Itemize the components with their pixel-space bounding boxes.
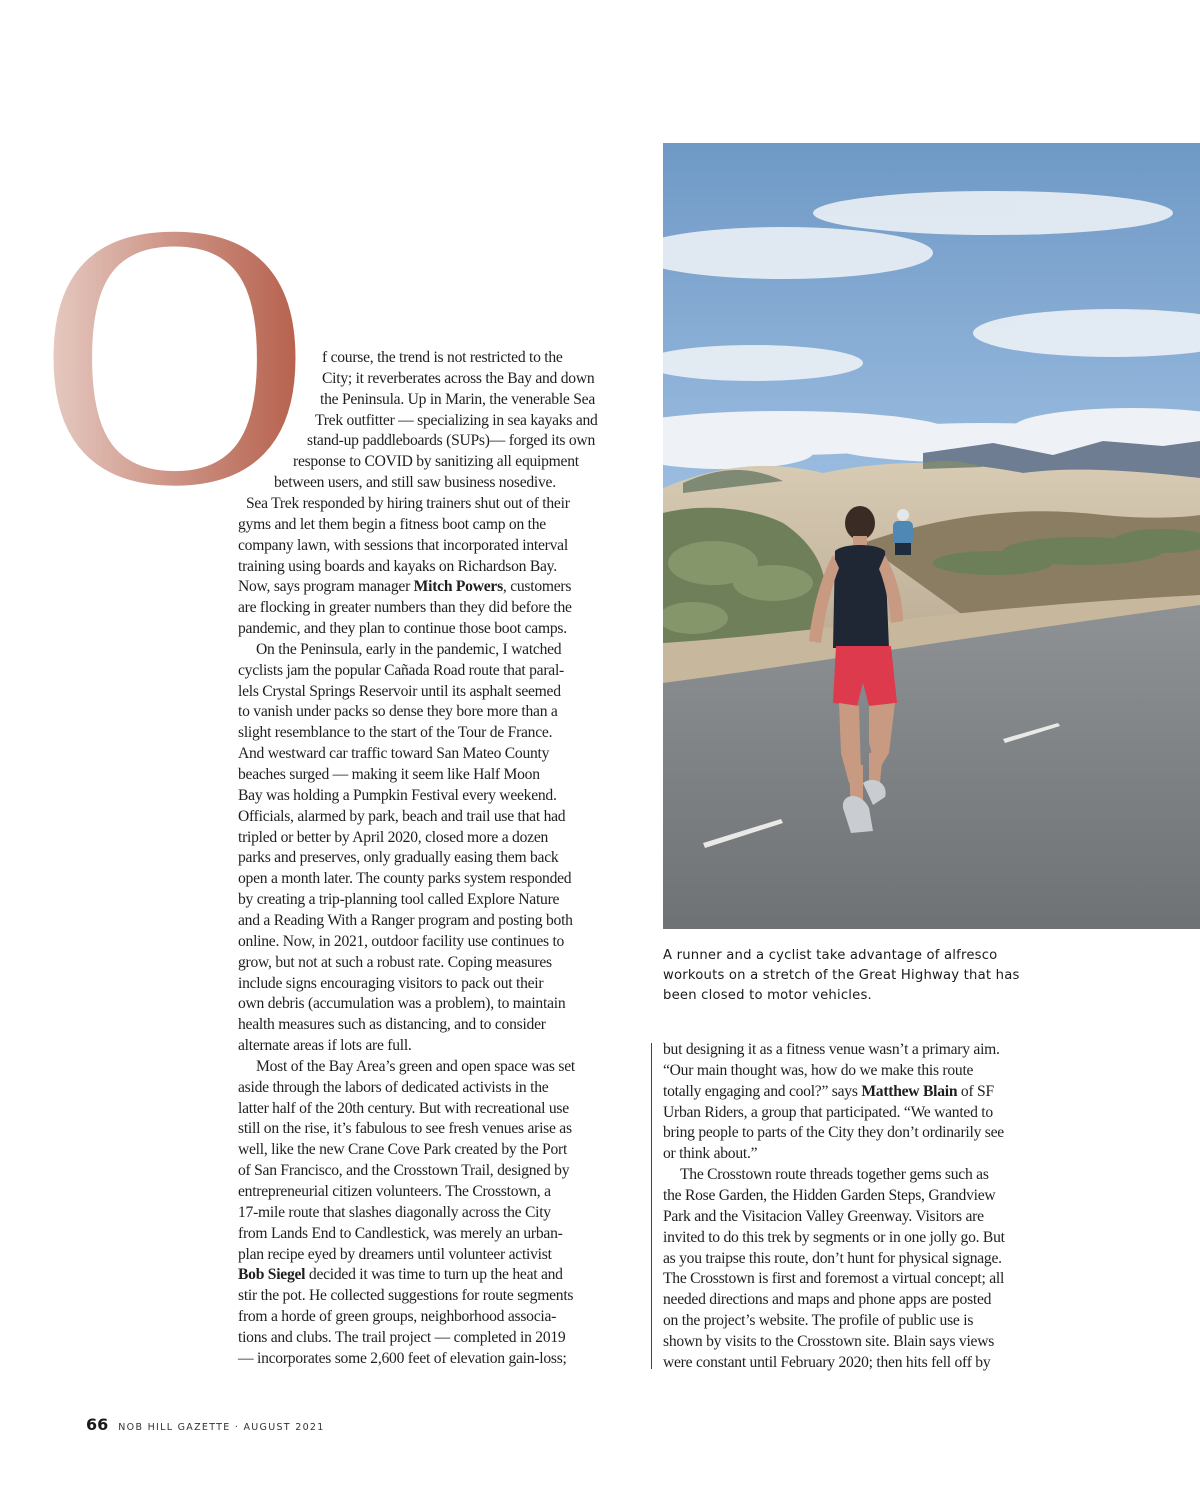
line-text: the Rose Garden, the Hidden Garden Steps, Grandview bbox=[663, 1186, 996, 1204]
line-text: The Crosstown is first and foremost a virtual concept; all bbox=[663, 1270, 1005, 1288]
article-line bbox=[238, 743, 549, 764]
line-text: of San Francisco, and the Crosstown Trail, designed by bbox=[238, 1162, 570, 1180]
article-line bbox=[238, 910, 573, 931]
line-text: slight resemblance to the start of the Tour de France. bbox=[238, 724, 553, 742]
line-text: entrepreneurial citizen volunteers. The Crosstown, a bbox=[238, 1183, 551, 1200]
line-text: pandemic, and they plan to continue those boot camps. bbox=[238, 620, 567, 638]
article-line bbox=[238, 1035, 412, 1056]
article-line bbox=[238, 1098, 569, 1119]
line-text: gyms and let them begin a fitness boot camp on the bbox=[238, 515, 546, 533]
line-text: On the Peninsula, early in the pandemic, I watched bbox=[256, 640, 562, 658]
column-divider bbox=[651, 1043, 652, 1369]
article-line bbox=[238, 681, 561, 702]
line-text: were constant until February 2020; then hits fell off by bbox=[663, 1353, 991, 1371]
article-line bbox=[238, 1077, 548, 1098]
line-text: to vanish under packs so dense they bore more than a bbox=[238, 703, 558, 721]
article-line bbox=[238, 785, 557, 806]
article-line bbox=[320, 389, 595, 410]
article-line bbox=[238, 931, 564, 952]
article-line bbox=[663, 1352, 990, 1373]
line-text: bring people to parts of the City they don’t ordinarily see bbox=[663, 1124, 1004, 1142]
article-line bbox=[238, 576, 571, 597]
line-text: — incorporates some 2,600 feet of elevation gain-loss; bbox=[238, 1349, 567, 1367]
line-text: invited to do this trek by segments or in one jolly go. But bbox=[663, 1228, 1005, 1246]
line-text: Officials, alarmed by park, beach and trail use that had bbox=[238, 807, 566, 825]
line-text: still on the rise, it’s fabulous to see fresh venues arise as bbox=[238, 1120, 572, 1138]
line-text: Urban Riders, a group that participated. “We wanted to bbox=[663, 1103, 993, 1121]
line-text: stand-up paddleboards (SUPs)— forged its own bbox=[307, 432, 595, 450]
line-text: Now, says program manager bbox=[238, 578, 414, 596]
article-line bbox=[238, 1348, 567, 1369]
article-line bbox=[238, 1139, 567, 1160]
article-line bbox=[293, 451, 579, 472]
line-text: as you traipse this route, don’t hunt for physical signage. bbox=[663, 1249, 1002, 1267]
line-text: company lawn, with sessions that incorporated interval bbox=[238, 536, 568, 554]
article-line bbox=[663, 1331, 994, 1352]
article-line bbox=[238, 722, 552, 743]
article-line bbox=[238, 889, 559, 910]
line-text: totally engaging and cool?” says bbox=[663, 1082, 862, 1100]
line-text: parks and preserves, only gradually easing them back bbox=[238, 849, 559, 867]
line-text: needed directions and maps and phone apps are posted bbox=[663, 1291, 992, 1309]
article-line bbox=[256, 639, 561, 660]
line-text: of SF bbox=[957, 1082, 994, 1100]
line-text: open a month later. The county parks system responded bbox=[238, 870, 572, 888]
article-line bbox=[663, 1102, 993, 1123]
article-line bbox=[238, 1014, 546, 1035]
photo-caption bbox=[663, 946, 1083, 1006]
article-line bbox=[663, 1310, 973, 1331]
line-text: well, like the new Crane Cove Park created by the Port bbox=[238, 1141, 568, 1159]
article-line bbox=[238, 952, 552, 973]
line-text: Bay was holding a Pumpkin Festival every weekend. bbox=[238, 786, 557, 804]
article-line bbox=[238, 806, 565, 827]
article-line bbox=[322, 368, 594, 389]
article-line bbox=[238, 764, 540, 785]
article-line bbox=[238, 514, 546, 535]
article-line bbox=[663, 1081, 994, 1102]
line-text: Park and the Visitacion Valley Greenway. Visitors are bbox=[663, 1207, 984, 1225]
article-line bbox=[307, 430, 595, 451]
line-text: plan recipe eyed by dreamers until volunteer activist bbox=[238, 1245, 552, 1263]
article-line bbox=[238, 868, 571, 889]
line-text: lels Crystal Springs Reservoir until its asphalt seemed bbox=[238, 682, 561, 700]
line-text: but designing it as a fitness venue wasn’t a primary aim. bbox=[663, 1041, 1000, 1058]
line-text: on the project’s website. The profile of public use is bbox=[663, 1312, 974, 1330]
article-line bbox=[238, 660, 564, 681]
article-line bbox=[663, 1268, 1004, 1289]
page-number: 66 bbox=[86, 1415, 109, 1434]
article-line bbox=[238, 1202, 551, 1223]
person-name: Matthew Blain bbox=[861, 1082, 958, 1100]
article-line bbox=[238, 1118, 572, 1139]
article-line bbox=[238, 1327, 565, 1348]
line-text: cyclists jam the popular Cañada Road route that paral- bbox=[238, 661, 564, 679]
line-text: decided it was time to turn up the heat and bbox=[305, 1266, 563, 1284]
article-line bbox=[238, 847, 558, 868]
line-text: aside through the labors of dedicated activists in the bbox=[238, 1078, 549, 1096]
article-line bbox=[238, 597, 572, 618]
line-text: The Crosstown route threads together gems such as bbox=[680, 1166, 989, 1184]
article-line bbox=[663, 1289, 991, 1310]
article-line bbox=[680, 1164, 989, 1185]
line-text: f course, the trend is not restricted to the bbox=[322, 349, 563, 366]
article-line bbox=[246, 493, 570, 514]
line-text: And westward car traffic toward San Mateo County bbox=[238, 745, 550, 763]
article-line bbox=[238, 973, 543, 994]
line-text: the Peninsula. Up in Marin, the venerable Sea bbox=[320, 390, 595, 408]
line-text: , customers bbox=[502, 578, 572, 596]
line-text: Sea Trek responded by hiring trainers shut out of their bbox=[246, 494, 570, 512]
line-text: own debris (accumulation was a problem), to maintain bbox=[238, 995, 566, 1013]
line-text: beaches surged — making it seem like Half Moon bbox=[238, 766, 540, 783]
article-line bbox=[274, 472, 556, 493]
line-text: training using boards and kayaks on Richardson Bay. bbox=[238, 557, 557, 575]
line-text: Trek outfitter — specializing in sea kayaks and bbox=[315, 411, 598, 429]
line-text: online. Now, in 2021, outdoor facility use continues to bbox=[238, 932, 565, 950]
line-text: tions and clubs. The trail project — completed in 2019 bbox=[238, 1328, 566, 1346]
article-line bbox=[238, 1244, 552, 1265]
publication-issue: NOB HILL GAZETTE · AUGUST 2021 bbox=[118, 1422, 325, 1433]
line-text: are flocking in greater numbers than they did before the bbox=[238, 599, 572, 617]
line-text: grow, but not at such a robust rate. Coping measures bbox=[238, 953, 552, 971]
line-text: between users, and still saw business nosedive. bbox=[274, 474, 556, 492]
line-text: from a horde of green groups, neighborhood associa- bbox=[238, 1308, 557, 1326]
article-line bbox=[663, 1060, 973, 1081]
line-text: 17-mile route that slashes diagonally across the City bbox=[238, 1203, 551, 1221]
line-text: stir the pot. He collected suggestions for route segments bbox=[238, 1287, 574, 1305]
line-text: shown by visits to the Crosstown site. Blain says views bbox=[663, 1332, 995, 1350]
line-text: alternate areas if lots are full. bbox=[238, 1037, 412, 1055]
article-line bbox=[663, 1248, 1002, 1269]
article-line bbox=[238, 827, 548, 848]
line-text: and a Reading With a Ranger program and posting both bbox=[238, 911, 573, 929]
caption-line: been closed to motor vehicles. bbox=[663, 988, 872, 1003]
line-text: health measures such as distancing, and to consider bbox=[238, 1016, 546, 1034]
article-line bbox=[238, 993, 565, 1014]
line-text: latter half of the 20th century. But with recreational use bbox=[238, 1099, 569, 1117]
line-text: by creating a trip-planning tool called Explore Nature bbox=[238, 891, 560, 909]
article-line bbox=[663, 1143, 757, 1164]
article-line bbox=[663, 1122, 1004, 1143]
article-line bbox=[238, 1285, 573, 1306]
line-text: tripled or better by April 2020, closed more a dozen bbox=[238, 828, 549, 846]
article-line bbox=[238, 618, 567, 639]
article-line bbox=[238, 556, 557, 577]
article-line bbox=[238, 1306, 556, 1327]
article-line bbox=[256, 1056, 575, 1077]
line-text: City; it reverberates across the Bay and down bbox=[322, 369, 595, 387]
line-text: or think about.” bbox=[663, 1145, 758, 1163]
person-name: Mitch Powers bbox=[413, 578, 503, 596]
article-line bbox=[663, 1185, 995, 1206]
article-line bbox=[238, 701, 558, 722]
person-name: Bob Siegel bbox=[238, 1266, 306, 1284]
article-line bbox=[238, 535, 568, 556]
article-line bbox=[322, 347, 563, 368]
article-line bbox=[663, 1039, 1000, 1060]
line-text: include signs encouraging visitors to pack out their bbox=[238, 974, 544, 992]
article-line bbox=[663, 1227, 1005, 1248]
article-line bbox=[238, 1181, 551, 1202]
photo-runner-great-highway bbox=[663, 143, 1200, 929]
article-line bbox=[663, 1206, 984, 1227]
caption-line: workouts on a stretch of the Great Highway that has bbox=[663, 968, 1020, 983]
caption-line: A runner and a cyclist take advantage of alfresco bbox=[663, 948, 998, 963]
line-text: from Lands End to Candlestick, was merely an urban- bbox=[238, 1224, 563, 1242]
drop-cap: O bbox=[38, 190, 318, 520]
line-text: “Our main thought was, how do we make this route bbox=[663, 1061, 974, 1079]
line-text: Most of the Bay Area’s green and open space was set bbox=[256, 1057, 575, 1075]
article-line bbox=[238, 1264, 563, 1285]
article-line bbox=[238, 1160, 569, 1181]
page-footer bbox=[86, 1415, 325, 1435]
line-text: response to COVID by sanitizing all equipment bbox=[293, 453, 579, 471]
article-line bbox=[238, 1223, 563, 1244]
article-line bbox=[315, 410, 598, 431]
